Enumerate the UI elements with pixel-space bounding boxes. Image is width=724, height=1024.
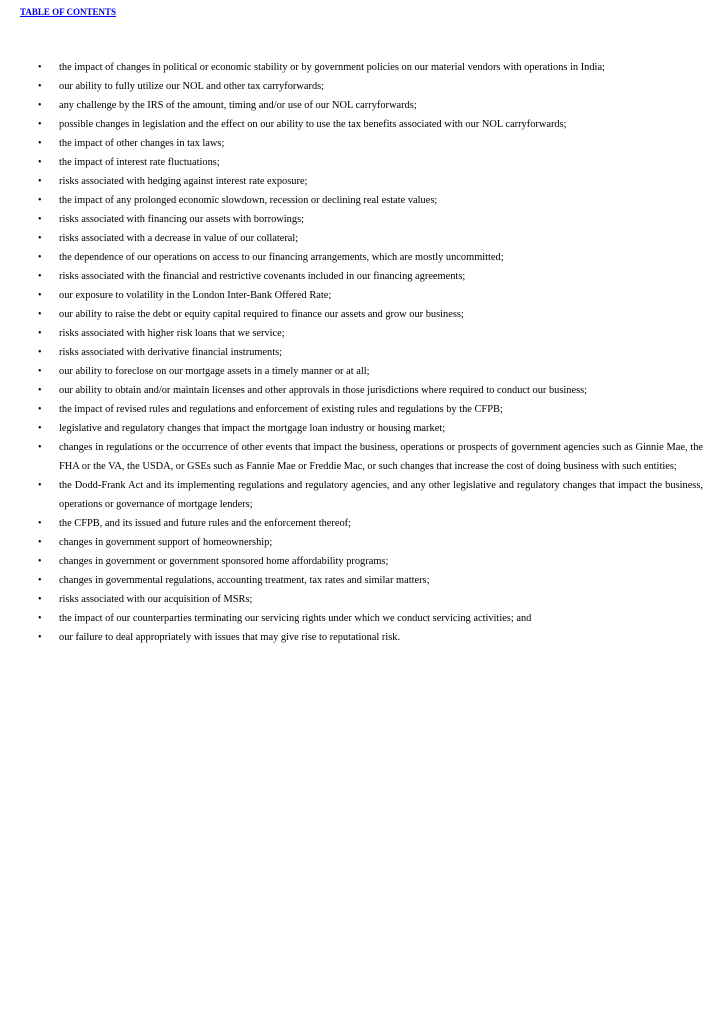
list-item-text: changes in government or government sponsored home affordability programs; (59, 556, 389, 567)
bullet-icon: • (38, 613, 42, 624)
bullet-icon: • (38, 480, 42, 491)
list-item-text: risks associated with hedging against interest rate exposure; (59, 176, 308, 187)
list-item (0, 609, 703, 628)
list-item (0, 267, 703, 286)
list-item (0, 590, 703, 609)
list-item (0, 77, 703, 96)
list-item-text: the impact of any prolonged economic slowdown, recession or declining real estate values; (59, 195, 438, 206)
bullet-icon: • (38, 138, 42, 149)
bullet-icon: • (38, 385, 42, 396)
list-item (0, 628, 703, 647)
bullet-icon: • (38, 195, 42, 206)
list-item-text: our ability to fully utilize our NOL and other tax carryforwards; (59, 81, 325, 92)
bullet-icon: • (38, 309, 42, 320)
list-item (0, 58, 703, 77)
list-item (0, 533, 703, 552)
bullet-icon: • (38, 537, 42, 548)
bullet-icon: • (38, 347, 42, 358)
bullet-icon: • (38, 518, 42, 529)
list-item (0, 514, 703, 533)
list-item-text: changes in governmental regulations, accounting treatment, tax rates and similar matters; (59, 575, 430, 586)
bullet-icon: • (38, 328, 42, 339)
list-item-text: possible changes in legislation and the effect on our ability to use the tax benefits associated with our NOL carryforwards; (59, 119, 567, 130)
list-item-text: changes in regulations or the occurrence of other events that impact the business, operations or prospects of government agencies such as Ginnie Mae, the FHA or the VA, the USDA, or GSEs such as Fannie Mae or Freddie Mac, or such changes that increase the cost of doing business with such entities; (59, 442, 703, 472)
list-item (0, 115, 703, 134)
list-item (0, 210, 703, 229)
list-item-text: any challenge by the IRS of the amount, timing and/or use of our NOL carryforwards; (59, 100, 417, 111)
list-item (0, 286, 703, 305)
bullet-icon: • (38, 442, 42, 453)
bullet-icon: • (38, 404, 42, 415)
bullet-icon: • (38, 157, 42, 168)
bullet-icon: • (38, 176, 42, 187)
list-item (0, 96, 703, 115)
risk-factors-list (0, 58, 703, 647)
list-item-text: the impact of interest rate fluctuations; (59, 157, 220, 168)
list-item (0, 153, 703, 172)
list-item-text: legislative and regulatory changes that impact the mortgage loan industry or housing market; (59, 423, 446, 434)
bullet-icon: • (38, 119, 42, 130)
list-item (0, 476, 703, 514)
list-item-text: the CFPB, and its issued and future rules and the enforcement thereof; (59, 518, 352, 529)
list-item-text: our ability to foreclose on our mortgage assets in a timely manner or at all; (59, 366, 370, 377)
list-item (0, 248, 703, 267)
list-item-text: our ability to obtain and/or maintain licenses and other approvals in those jurisdictions where required to conduct our business; (59, 385, 588, 396)
list-item-text: our exposure to volatility in the London Inter-Bank Offered Rate; (59, 290, 332, 301)
list-item (0, 172, 703, 191)
bullet-icon: • (38, 271, 42, 282)
table-of-contents-link[interactable]: TABLE OF CONTENTS (20, 7, 117, 17)
list-item (0, 134, 703, 153)
list-item-text: the impact of changes in political or economic stability or by government policies on our material vendors with operations in India; (59, 62, 605, 73)
list-item (0, 343, 703, 362)
list-item (0, 362, 703, 381)
bullet-icon: • (38, 632, 42, 643)
list-item-text: our failure to deal appropriately with issues that may give rise to reputational risk. (59, 632, 401, 643)
bullet-icon: • (38, 594, 42, 605)
list-item-text: changes in government support of homeownership; (59, 537, 273, 548)
bullet-icon: • (38, 100, 42, 111)
list-item (0, 552, 703, 571)
list-item-text: the dependence of our operations on access to our financing arrangements, which are mostly uncommitted; (59, 252, 504, 263)
list-item-text: risks associated with the financial and restrictive covenants included in our financing agreements; (59, 271, 466, 282)
bullet-icon: • (38, 366, 42, 377)
bullet-icon: • (38, 556, 42, 567)
list-item (0, 305, 703, 324)
list-item (0, 191, 703, 210)
list-item (0, 438, 703, 476)
list-item (0, 381, 703, 400)
list-item (0, 571, 703, 590)
list-item-text: our ability to raise the debt or equity capital required to finance our assets and grow our business; (59, 309, 464, 320)
bullet-icon: • (38, 423, 42, 434)
bullet-icon: • (38, 575, 42, 586)
list-item (0, 229, 703, 248)
bullet-icon: • (38, 252, 42, 263)
list-item-text: the Dodd-Frank Act and its implementing regulations and regulatory agencies, and any other legislative and regulatory changes that impact the business, operations or governance of mortgage lenders; (59, 480, 703, 510)
list-item-text: risks associated with financing our assets with borrowings; (59, 214, 305, 225)
list-item-text: risks associated with higher risk loans that we service; (59, 328, 285, 339)
bullet-icon: • (38, 62, 42, 73)
list-item-text: the impact of revised rules and regulations and enforcement of existing rules and regulations by the CFPB; (59, 404, 503, 415)
list-item-text: risks associated with a decrease in value of our collateral; (59, 233, 299, 244)
list-item-text: risks associated with derivative financial instruments; (59, 347, 283, 358)
bullet-icon: • (38, 214, 42, 225)
list-item (0, 419, 703, 438)
list-item-text: the impact of other changes in tax laws; (59, 138, 225, 149)
bullet-icon: • (38, 290, 42, 301)
bullet-icon: • (38, 233, 42, 244)
list-item-text: risks associated with our acquisition of MSRs; (59, 594, 253, 605)
list-item-text: the impact of our counterparties terminating our servicing rights under which we conduct servicing activities; and (59, 613, 532, 624)
list-item (0, 324, 703, 343)
bullet-icon: • (38, 81, 42, 92)
list-item (0, 400, 703, 419)
